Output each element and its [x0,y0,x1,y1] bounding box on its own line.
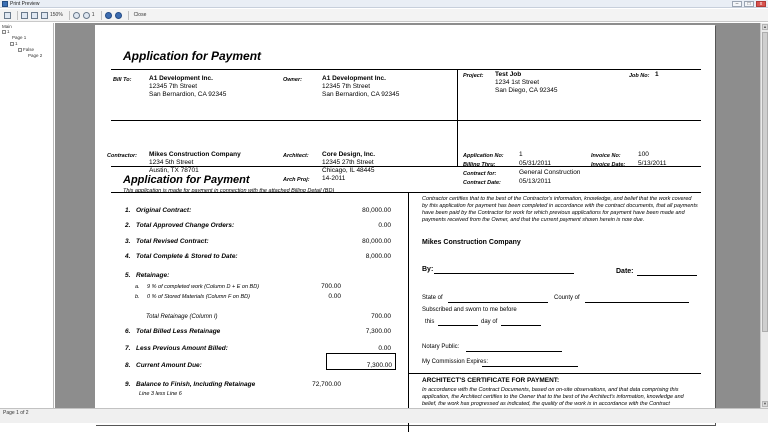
zoom-value: 150% [50,12,63,18]
line-label: Total Revised Contract: [136,238,209,245]
toolbar-separator [101,11,102,20]
billing-thru-value: 05/31/2011 [519,160,552,167]
document-tree [0,23,54,408]
line-amount: 0.00 [378,222,391,229]
notary-line [466,351,562,352]
tree-label: 1 [7,29,10,34]
divider [111,69,701,70]
line-amount: 7,300.00 [365,328,391,335]
retainage-letter: b. [135,294,140,300]
line-item [125,207,191,214]
bill-to-city: San Bernardion, CA 92345 [149,91,227,98]
page-number-icon [83,12,90,19]
arrow-left-icon [105,12,112,19]
line-number: 9. [125,381,131,388]
arch-cert-text: In accordance with the Contract Documents, based on on-site observations, and that data comprising this application, the Architect certifies to the Owner that to the best of the Architect's information, knowledge and belief, the work has progressed as indicated, the quality of the work is in accordance with the Contract [422,387,684,407]
project-label: Project: [463,73,484,79]
invoice-date-label: Invoice Date: [591,162,626,168]
page-button[interactable] [73,12,80,19]
toolbar [0,9,768,22]
contractor-label: Contractor: [107,153,137,159]
invoice-no-label: Invoice No: [591,153,621,159]
line-label: Less Previous Amount Billed: [136,345,228,352]
status-bar [0,408,768,423]
line-item [125,381,255,388]
arch-proj-label: Arch Proj: [283,177,310,183]
notary-label: Notary Public: [422,344,460,350]
app-no-label: Application No: [463,153,504,159]
architect-name: Core Design, Inc. [322,151,376,158]
line-amount: 8,000.00 [365,253,391,260]
toolbar-separator [69,11,70,20]
document-page [95,25,715,425]
line-label: Total Billed Less Retainage [136,328,221,335]
contract-date-value: 05/13/2011 [519,178,552,185]
tree-label: Main [2,24,12,29]
day-line [438,325,478,326]
line-label: Original Contract: [136,207,192,214]
by-label: By: [422,266,434,273]
tree-label: 1 [15,41,18,46]
line-number: 8. [125,362,131,369]
project-city: San Diego, CA 92345 [495,87,558,94]
retainage-row-b [135,294,250,300]
day-of-label: day of [481,319,498,325]
line-label: Current Amount Due: [136,362,202,369]
preview-canvas[interactable] [55,23,760,408]
current-amount-due: 7,300.00 [366,362,392,369]
scroll-thumb[interactable] [762,32,768,332]
close-button[interactable] [132,12,147,18]
owner-city: San Bernardion, CA 92345 [322,91,400,98]
retainage-heading [125,272,169,279]
layout-icon [31,12,38,19]
owner-name: A1 Development Inc. [322,75,386,82]
contract-for-label: Contract for: [463,171,497,177]
tree-item[interactable] [10,41,18,46]
cert-company: Mikes Construction Company [422,239,521,246]
retainage-row-a [135,284,259,290]
this-label: this [425,319,435,325]
contractor-street: 1234 5th Street [149,159,194,166]
month-line [501,325,541,326]
app-no-value: 1 [519,151,523,158]
line-item [125,222,234,229]
print-button[interactable] [4,12,11,19]
page-icon [73,12,80,19]
retainage-amount-b: 0.00 [328,293,341,300]
invoice-date-value: 5/13/2011 [638,160,667,167]
commission-line [482,366,578,367]
arch-proj-value: 14-2011 [322,175,346,182]
subscribed-text: Subscribed and sworn to me before [422,307,517,313]
window-title-bar [0,0,768,8]
tree-item[interactable] [18,47,34,52]
project-street: 1234 1st Street [495,79,540,86]
job-no-value: 1 [655,71,659,78]
bill-to-label: Bill To: [113,77,132,83]
architect-street: 12345 27th Street [322,159,374,166]
page-content [107,25,701,425]
zoom-select[interactable] [41,12,63,19]
vertical-scrollbar[interactable] [760,23,768,408]
line-number: 1. [125,207,131,214]
next-page-button[interactable] [115,12,122,19]
line-number: 3. [125,238,131,245]
job-no-label: Job No: [629,73,650,79]
tree-label: Page 1 [12,35,27,40]
line-item [125,328,220,335]
tree-item[interactable] [28,53,42,58]
date-line [637,275,697,276]
prev-page-button[interactable] [105,12,112,19]
expand-icon[interactable]: - [3,29,5,34]
line-number: 4. [125,253,131,260]
owner-label: Owner: [283,77,302,83]
signature-line [434,273,574,274]
retainage-text: 0 % of Stored Materials (Column F on BD) [147,294,250,300]
balance-amount: 72,700.00 [312,381,341,388]
tree-item[interactable] [12,35,26,40]
tree-label: False [23,47,35,52]
retainage-amount-a: 700.00 [321,283,341,290]
architect-label: Architect: [283,153,309,159]
line-label: Balance to Finish, Including Retainage [136,381,256,388]
expand-icon[interactable]: - [19,47,21,52]
county-label: County of [554,295,580,301]
printer-icon [4,12,11,19]
line-label: Retainage: [136,272,170,279]
line-amount: 80,000.00 [362,238,391,245]
contract-date-label: Contract Date: [463,180,501,186]
retainage-letter: a. [135,284,140,290]
line-amount: 80,000.00 [362,207,391,214]
divider [408,373,701,374]
page-info: Page 1 of 2 [3,410,29,416]
line-item [125,238,209,245]
total-retainage-label: Total Retainage (Column I) [146,314,218,320]
window-close-button[interactable]: x [756,1,766,7]
commission-label: My Commission Expires: [422,359,489,365]
line-number: 7. [125,345,131,352]
owner-street: 12345 7th Street [322,83,371,90]
bill-to-name: A1 Development Inc. [149,75,213,82]
section-subtitle: This application is made for payment in connection with the attached Billing Detail (BD) [123,188,335,194]
contractor-name: Mikes Construction Company [149,151,241,158]
state-label: State of [422,295,443,301]
expand-icon[interactable]: - [11,41,13,46]
arrow-right-icon [115,12,122,19]
billing-thru-label: Billing Thru: [463,162,496,168]
bill-to-street: 12345 7th Street [149,83,198,90]
zoom-icon [41,12,48,19]
page-setup-icon [21,12,28,19]
page-setup-button[interactable] [21,12,28,19]
architect-city: Chicago, IL 48445 [322,167,375,174]
balance-sub: Line 3 less Line 6 [139,391,182,397]
total-retainage-amount: 700.00 [371,313,391,320]
line-number: 5. [125,272,131,279]
line-item [125,253,238,260]
toolbar-separator [17,11,18,20]
close-label: Close [133,12,147,18]
state-line [448,302,548,303]
window-title: Print Preview [10,1,40,7]
tree-item[interactable] [2,29,10,34]
scroll-down-icon[interactable]: ▼ [763,401,767,406]
divider [457,69,458,166]
project-name: Test Job [495,71,522,78]
line-item [125,345,228,352]
retainage-text: 9 % of completed work (Column D + E on BD) [147,284,260,290]
line-label: Total Complete & Stored to Date: [136,253,238,260]
contractor-certification: Contractor certifies that to the best of the Contractor's information, knowledge, and belief that the work covered by this application for payment has been completed in accordance with the contract documents, that all payments have been paid by the Contractor for work for which previous applications for payment have been made and payments received from the Owner, and that the current payment shown herein is now due. [422,196,698,223]
invoice-no-value: 100 [638,151,649,158]
line-number: 6. [125,328,131,335]
page-number-input[interactable] [83,12,95,19]
divider [408,192,409,432]
minimize-button[interactable]: – [732,1,742,7]
page-number-value: 1 [91,12,95,18]
line-amount: 0.00 [378,345,391,352]
layout-button[interactable] [31,12,38,19]
page-title: Application for Payment [123,49,262,63]
contract-for-value: General Construction [519,169,581,176]
section-title: Application for Payment [123,174,250,186]
scroll-up-icon[interactable]: ▲ [763,24,767,29]
app-icon [2,1,8,7]
divider [111,120,701,121]
line-number: 2. [125,222,131,229]
line-item [125,362,202,369]
date-label: Date: [616,268,634,275]
line-label: Total Approved Change Orders: [136,222,235,229]
county-line [585,302,689,303]
contractor-city: Austin, TX 78701 [149,167,199,174]
tree-label: Page 2 [28,53,43,58]
maximize-button[interactable]: □ [744,1,754,7]
arch-cert-title: ARCHITECT'S CERTIFICATE FOR PAYMENT: [422,377,560,384]
toolbar-separator [128,11,129,20]
